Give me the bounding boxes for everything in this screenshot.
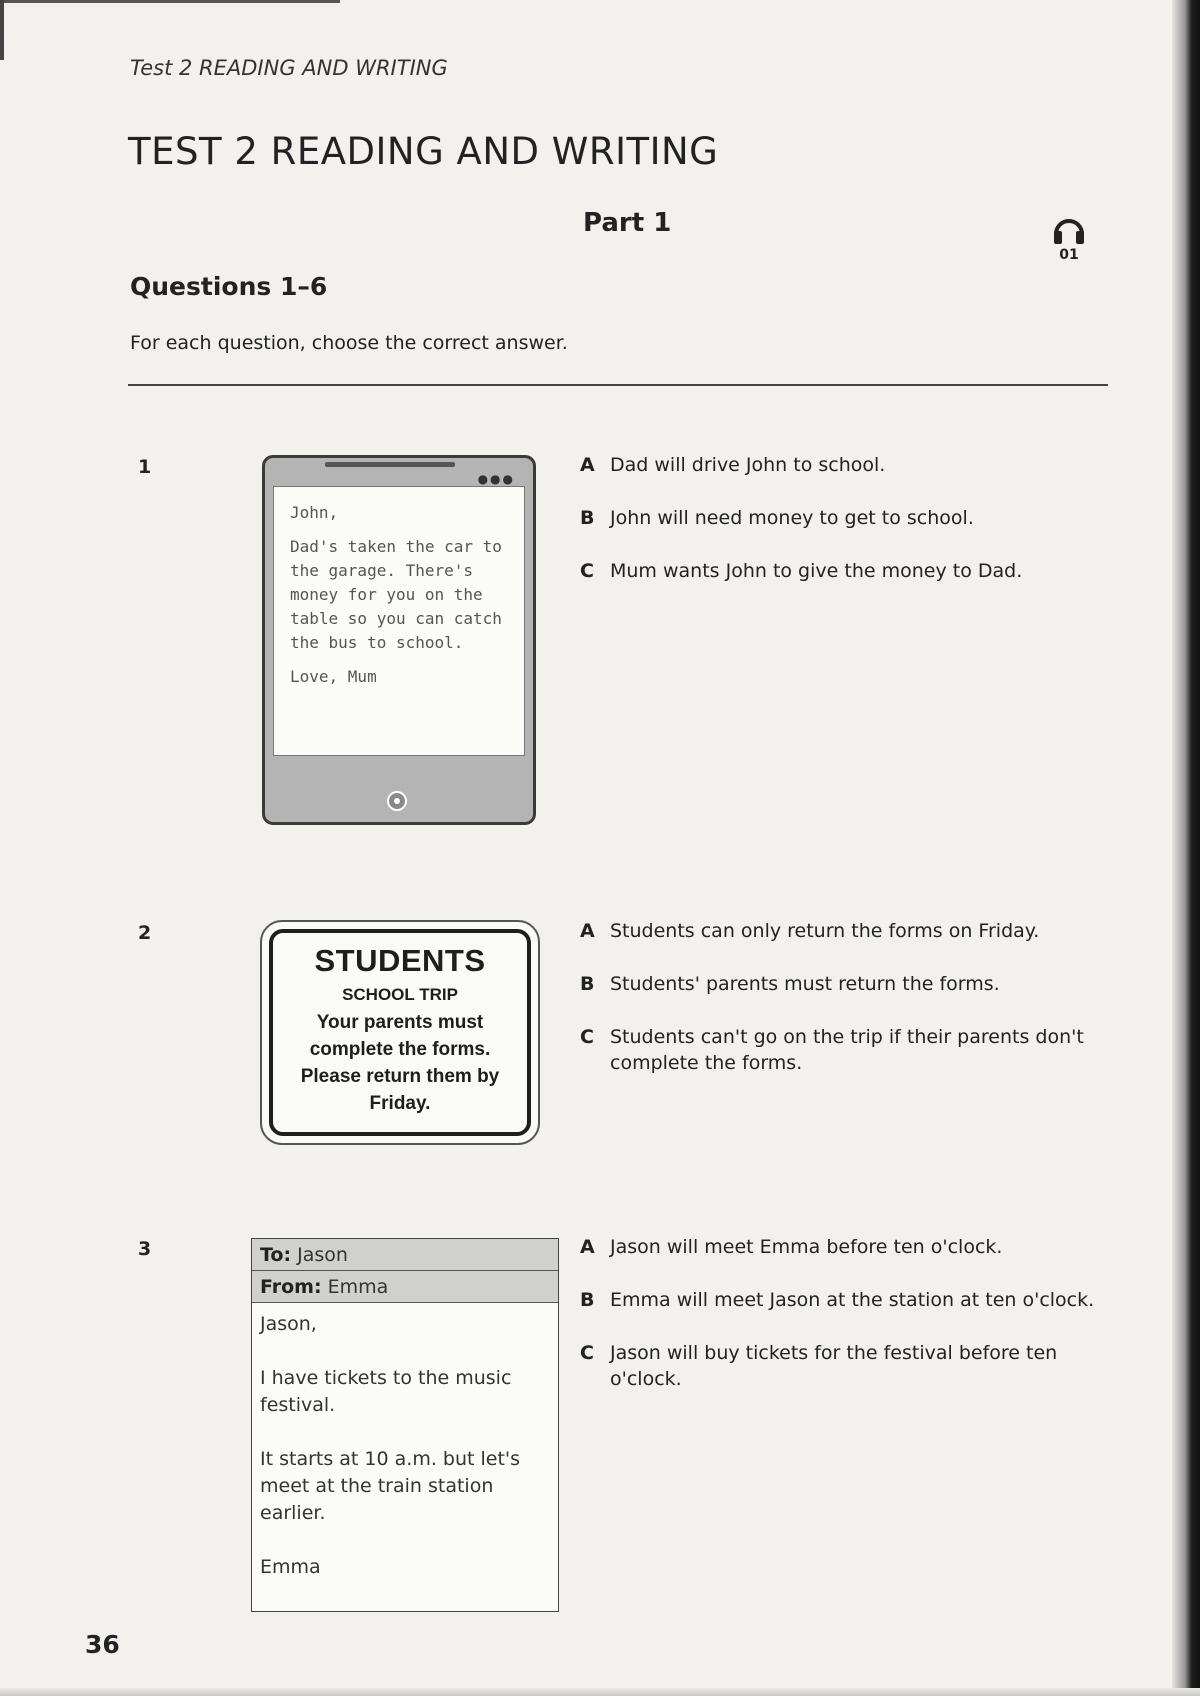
instruction-text: For each question, choose the correct answer.: [130, 332, 568, 354]
option-a[interactable]: [580, 452, 1100, 478]
message-body: Dad's taken the car to the garage. There's money for you on the table so you can catch the bus to school.: [290, 537, 502, 652]
email-from-row: [252, 1271, 558, 1303]
option-b[interactable]: [580, 1287, 1100, 1313]
option-text: Students' parents must return the forms.: [610, 973, 1000, 995]
page-edge-top: [0, 0, 340, 3]
option-c[interactable]: [580, 1024, 1100, 1076]
notice-sign: [260, 920, 540, 1145]
option-letter: C: [580, 1026, 594, 1048]
phone-status-dots: ●●●: [477, 472, 515, 486]
option-b[interactable]: [580, 971, 1100, 997]
email-greeting: Jason,: [260, 1313, 317, 1335]
page-title: TEST 2 READING AND WRITING: [128, 130, 719, 173]
option-c[interactable]: [580, 558, 1100, 584]
email-message: [251, 1238, 559, 1612]
email-to-value: Jason: [297, 1244, 348, 1266]
question-3-options: [580, 1234, 1100, 1419]
option-a[interactable]: [580, 918, 1100, 944]
page-edge-bottom: [0, 1688, 1200, 1696]
option-text: Students can only return the forms on Friday.: [610, 920, 1040, 942]
option-text: Jason will buy tickets for the festival before ten o'clock.: [610, 1342, 1058, 1390]
headphones-icon: [1051, 212, 1087, 246]
part-title: Part 1: [583, 208, 672, 238]
page-edge-right: [1172, 0, 1200, 1696]
option-text: Dad will drive John to school.: [610, 454, 886, 476]
sign-text: Your parents must complete the forms. Please return them by Friday.: [300, 1012, 500, 1114]
option-text: Mum wants John to give the money to Dad.: [610, 560, 1023, 582]
question-2-number: 2: [138, 922, 152, 944]
option-a[interactable]: [580, 1234, 1100, 1260]
option-letter: B: [580, 1289, 595, 1311]
questions-heading: Questions 1–6: [130, 272, 328, 301]
option-text: John will need money to get to school.: [610, 507, 974, 529]
email-paragraph-2: It starts at 10 a.m. but let's meet at the train station earlier.: [260, 1448, 521, 1524]
option-letter: A: [580, 454, 595, 476]
message-greeting: John,: [290, 503, 339, 522]
email-to-row: [252, 1239, 558, 1271]
option-text: Students can't go on the trip if their parents don't complete the forms.: [610, 1026, 1084, 1074]
email-body: [252, 1303, 558, 1616]
option-letter: A: [580, 920, 595, 942]
option-b[interactable]: [580, 505, 1100, 531]
audio-track-number: 01: [1059, 247, 1079, 263]
notice-sign-inner: [269, 929, 531, 1136]
page-number: 36: [85, 1630, 120, 1659]
email-from-value: Emma: [327, 1276, 389, 1298]
page-edge-left: [0, 0, 4, 60]
option-c[interactable]: [580, 1340, 1100, 1392]
option-letter: B: [580, 973, 595, 995]
option-text: Jason will meet Emma before ten o'clock.: [610, 1236, 1003, 1258]
audio-track-marker: [1045, 212, 1093, 263]
email-to-label: To:: [260, 1244, 292, 1266]
question-3-number: 3: [138, 1238, 152, 1260]
phone-speaker: [325, 462, 455, 467]
message-signoff: Love, Mum: [290, 667, 377, 686]
email-paragraph-1: I have tickets to the music festival.: [260, 1367, 512, 1416]
phone-screen: [273, 486, 525, 756]
running-head: Test 2 READING AND WRITING: [130, 56, 448, 80]
sign-title: STUDENTS: [314, 943, 486, 978]
option-letter: B: [580, 507, 595, 529]
question-1-options: [580, 452, 1100, 611]
email-from-label: From:: [260, 1276, 322, 1298]
option-text: Emma will meet Jason at the station at ten o'clock.: [610, 1289, 1095, 1311]
email-signoff: Emma: [260, 1556, 321, 1578]
phone-home-button: [387, 791, 407, 811]
sign-subtitle: SCHOOL TRIP: [342, 985, 458, 1004]
phone-message: [262, 455, 536, 825]
question-1-number: 1: [138, 456, 152, 478]
option-letter: A: [580, 1236, 595, 1258]
option-letter: C: [580, 1342, 594, 1364]
section-divider: [128, 384, 1108, 386]
question-2-options: [580, 918, 1100, 1103]
option-letter: C: [580, 560, 594, 582]
